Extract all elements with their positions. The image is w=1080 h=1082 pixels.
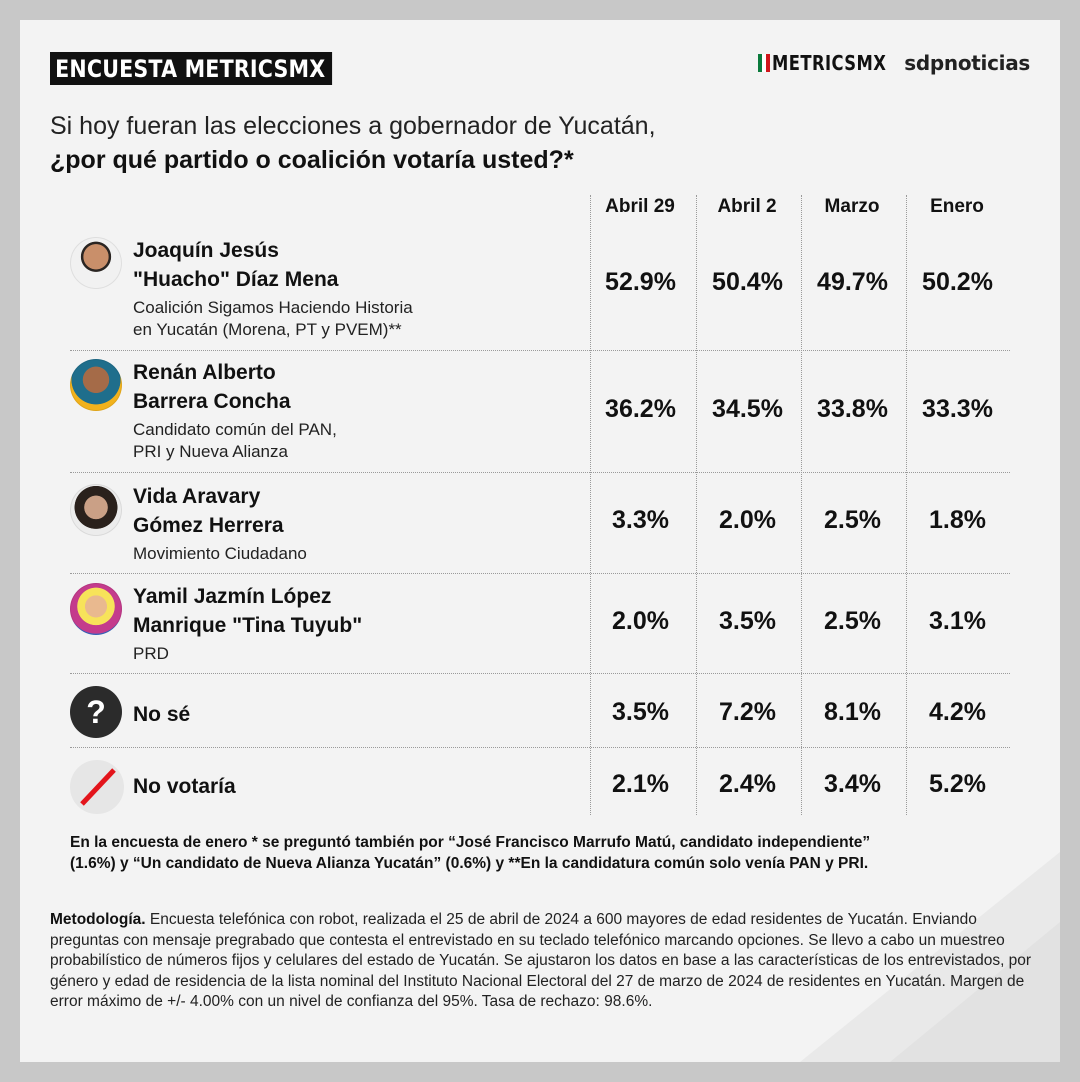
question-icon: ?: [70, 686, 122, 738]
party-label: Coalición Sigamos Haciendo Historia: [133, 298, 413, 317]
column-header: Abril 29: [605, 196, 675, 217]
poll-value: 2.1%: [612, 770, 669, 798]
candidate-photo: [70, 237, 122, 289]
poll-card: [20, 20, 1060, 1062]
poll-value: 49.7%: [817, 268, 888, 296]
poll-value: 3.5%: [719, 607, 776, 635]
row-divider: [70, 673, 1010, 674]
party-label: Candidato común del PAN,: [133, 420, 337, 439]
party-label: Movimiento Ciudadano: [133, 544, 307, 563]
row-divider: [70, 472, 1010, 473]
candidate-name-line2: "Huacho" Díaz Mena: [133, 268, 339, 291]
poll-value: 34.5%: [712, 395, 783, 423]
poll-value: 33.3%: [922, 395, 993, 423]
poll-value: 5.2%: [929, 770, 986, 798]
poll-value: 3.4%: [824, 770, 881, 798]
metricsmx-logo: METRICSMX: [758, 51, 884, 75]
column-header: Marzo: [824, 196, 880, 217]
poll-value: 2.5%: [824, 506, 881, 534]
candidate-name-line2: Barrera Concha: [133, 390, 291, 413]
column-header: Abril 2: [717, 196, 777, 217]
candidate-name: Yamil Jazmín López: [133, 585, 332, 608]
poll-value: 52.9%: [605, 268, 676, 296]
poll-value: 36.2%: [605, 395, 676, 423]
brand-title: ENCUESTA METRICSMX: [50, 52, 332, 85]
logos: [758, 48, 1030, 78]
flag-icon: [758, 54, 770, 72]
methodology-label: Metodología.: [50, 911, 146, 928]
candidate-photo: [70, 359, 122, 411]
candidate-name: Renán Alberto: [133, 361, 276, 384]
poll-value: 3.3%: [612, 506, 669, 534]
poll-value: 50.4%: [712, 268, 783, 296]
party-label-line2: PRI y Nueva Alianza: [133, 442, 288, 461]
party-label-line2: en Yucatán (Morena, PT y PVEM)**: [133, 320, 402, 339]
poll-value: 2.5%: [824, 607, 881, 635]
candidate-name: Vida Aravary: [133, 485, 261, 508]
footnote: [70, 832, 1030, 874]
sdpnoticias-logo: sdpnoticias: [904, 51, 1030, 75]
candidate-name: No sé: [133, 703, 191, 726]
poll-value: 8.1%: [824, 698, 881, 726]
question-line2: ¿por qué partido o coalición votaría usted?*: [50, 146, 574, 174]
poll-value: 7.2%: [719, 698, 776, 726]
candidate-name: Joaquín Jesús: [133, 239, 279, 262]
methodology-text: Encuesta telefónica con robot, realizada el 25 de abril de 2024 a 600 mayores de edad residentes de Yucatán. Enviando preguntas con mensaje pregrabado que contesta el entrevistado en su teclado telefónico marcando opciones. Se llevo a cabo un muestreo probabilístico de números fijos y celulares del estado de Yucatán. Se ajustaron los datos en base a las características de los entrevistados, por género y edad de residencia de la lista nominal del Instituto Nacional Electoral del 27 de marzo de 2024 de residentes en Yucatán. Margen de error máximo de +/- 4.00% con un nivel de confianza del 95%. Tasa de rechazo: 98.6%.: [50, 911, 1032, 1010]
methodology: [50, 910, 1035, 1013]
row-divider: [70, 573, 1010, 574]
poll-value: 2.0%: [719, 506, 776, 534]
poll-value: 33.8%: [817, 395, 888, 423]
footnote-line2: (1.6%) y “Un candidato de Nueva Alianza Yucatán” (0.6%) y **En la candidatura común solo venía PAN y PRI.: [70, 855, 869, 872]
footnote-line1: En la encuesta de enero * se preguntó también por “José Francisco Marrufo Matú, candidato independiente”: [70, 834, 871, 851]
candidate-photo: [70, 583, 122, 635]
candidate-name-line2: Gómez Herrera: [133, 514, 284, 537]
poll-value: 3.5%: [612, 698, 669, 726]
candidate-name-line2: Manrique "Tina Tuyub": [133, 614, 363, 637]
party-label: PRD: [133, 644, 169, 663]
column-header: Enero: [930, 196, 984, 217]
row-divider: [70, 747, 1010, 748]
poll-value: 1.8%: [929, 506, 986, 534]
poll-value: 2.4%: [719, 770, 776, 798]
poll-value: 2.0%: [612, 607, 669, 635]
poll-value: 4.2%: [929, 698, 986, 726]
question-line1: Si hoy fueran las elecciones a gobernador de Yucatán,: [50, 112, 656, 140]
candidate-name: No votaría: [133, 775, 236, 798]
poll-value: 50.2%: [922, 268, 993, 296]
poll-value: 3.1%: [929, 607, 986, 635]
candidate-photo: [70, 484, 122, 536]
row-divider: [70, 350, 1010, 351]
slash-icon: [70, 760, 124, 814]
